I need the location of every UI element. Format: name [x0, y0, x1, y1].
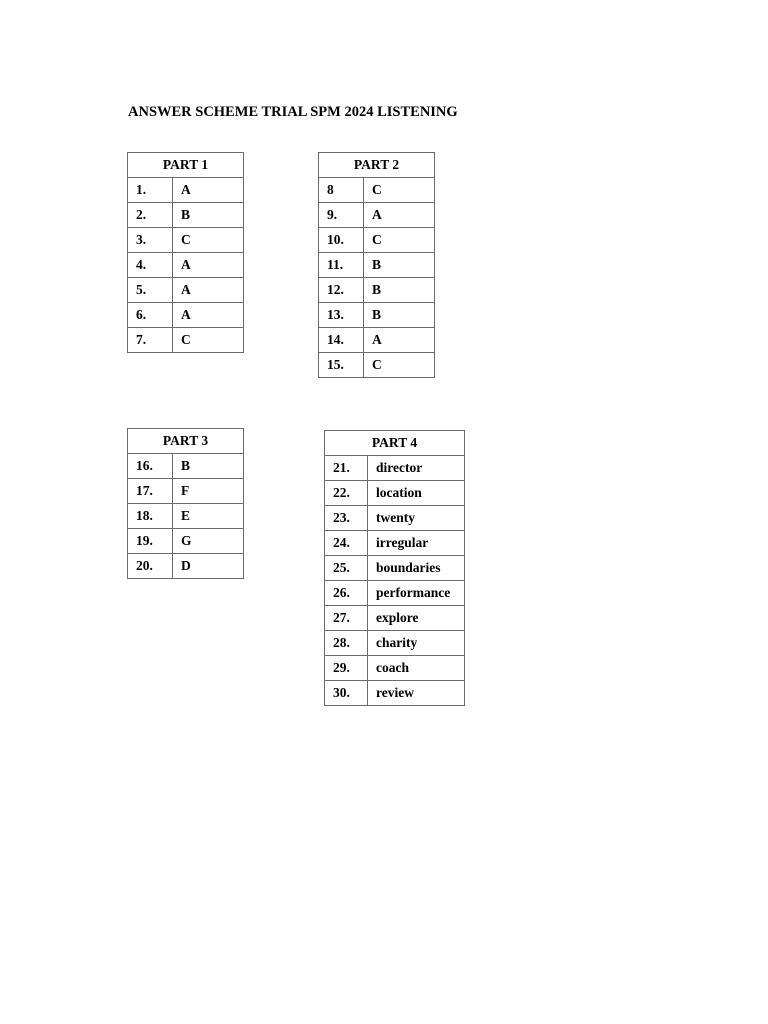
part-4-table [324, 430, 465, 706]
answer-row [128, 303, 244, 328]
answer-row [128, 479, 244, 504]
answer-row [128, 178, 244, 203]
question-number: 8 [319, 178, 364, 203]
answer-row [128, 328, 244, 353]
answer-value: E [173, 504, 244, 529]
question-number: 27. [325, 606, 368, 631]
part-heading: PART 2 [319, 153, 435, 178]
question-number: 6. [128, 303, 173, 328]
answer-row [325, 581, 465, 606]
question-number: 16. [128, 454, 173, 479]
answer-row [325, 681, 465, 706]
answer-value: C [173, 328, 244, 353]
answer-row [128, 554, 244, 579]
question-number: 11. [319, 253, 364, 278]
question-number: 15. [319, 353, 364, 378]
answer-row [325, 481, 465, 506]
answer-value: G [173, 529, 244, 554]
answer-row [325, 656, 465, 681]
answer-row [319, 328, 435, 353]
answer-row [128, 278, 244, 303]
question-number: 10. [319, 228, 364, 253]
answer-row [325, 506, 465, 531]
answer-row [128, 228, 244, 253]
answer-row [325, 531, 465, 556]
answer-value: A [173, 278, 244, 303]
part-heading: PART 1 [128, 153, 244, 178]
question-number: 14. [319, 328, 364, 353]
part-heading: PART 4 [325, 431, 465, 456]
answer-row [319, 203, 435, 228]
part-heading: PART 3 [128, 429, 244, 454]
question-number: 22. [325, 481, 368, 506]
question-number: 1. [128, 178, 173, 203]
question-number: 5. [128, 278, 173, 303]
document-title: ANSWER SCHEME TRIAL SPM 2024 LISTENING [128, 104, 458, 120]
answer-row [319, 178, 435, 203]
answer-value: twenty [368, 506, 465, 531]
question-number: 7. [128, 328, 173, 353]
question-number: 19. [128, 529, 173, 554]
answer-row [319, 303, 435, 328]
answer-value: C [364, 178, 435, 203]
part-1-table [127, 152, 244, 353]
answer-value: A [173, 303, 244, 328]
answer-value: C [173, 228, 244, 253]
question-number: 23. [325, 506, 368, 531]
answer-value: B [364, 303, 435, 328]
answer-row [325, 606, 465, 631]
part-2-table [318, 152, 435, 378]
answer-value: C [364, 353, 435, 378]
question-number: 12. [319, 278, 364, 303]
answer-row [319, 353, 435, 378]
answer-value: A [364, 328, 435, 353]
question-number: 3. [128, 228, 173, 253]
answer-value: irregular [368, 531, 465, 556]
answer-row [128, 203, 244, 228]
answer-value: location [368, 481, 465, 506]
question-number: 18. [128, 504, 173, 529]
answer-value: director [368, 456, 465, 481]
answer-value: A [364, 203, 435, 228]
answer-value: boundaries [368, 556, 465, 581]
answer-value: review [368, 681, 465, 706]
question-number: 9. [319, 203, 364, 228]
question-number: 25. [325, 556, 368, 581]
answer-value: D [173, 554, 244, 579]
question-number: 24. [325, 531, 368, 556]
answer-value: B [173, 203, 244, 228]
answer-value: performance [368, 581, 465, 606]
question-number: 21. [325, 456, 368, 481]
answer-value: A [173, 253, 244, 278]
answer-value: A [173, 178, 244, 203]
answer-row [325, 456, 465, 481]
answer-value: coach [368, 656, 465, 681]
answer-value: B [364, 278, 435, 303]
answer-value: C [364, 228, 435, 253]
answer-value: charity [368, 631, 465, 656]
answer-row [319, 228, 435, 253]
answer-row [128, 454, 244, 479]
question-number: 4. [128, 253, 173, 278]
answer-value: F [173, 479, 244, 504]
answer-row [128, 253, 244, 278]
part-3-table [127, 428, 244, 579]
answer-value: B [173, 454, 244, 479]
question-number: 30. [325, 681, 368, 706]
question-number: 13. [319, 303, 364, 328]
question-number: 17. [128, 479, 173, 504]
answer-value: B [364, 253, 435, 278]
answer-row [128, 504, 244, 529]
answer-row [325, 631, 465, 656]
question-number: 20. [128, 554, 173, 579]
question-number: 28. [325, 631, 368, 656]
answer-value: explore [368, 606, 465, 631]
answer-row [319, 253, 435, 278]
answer-row [128, 529, 244, 554]
question-number: 2. [128, 203, 173, 228]
answer-row [325, 556, 465, 581]
question-number: 29. [325, 656, 368, 681]
question-number: 26. [325, 581, 368, 606]
answer-row [319, 278, 435, 303]
